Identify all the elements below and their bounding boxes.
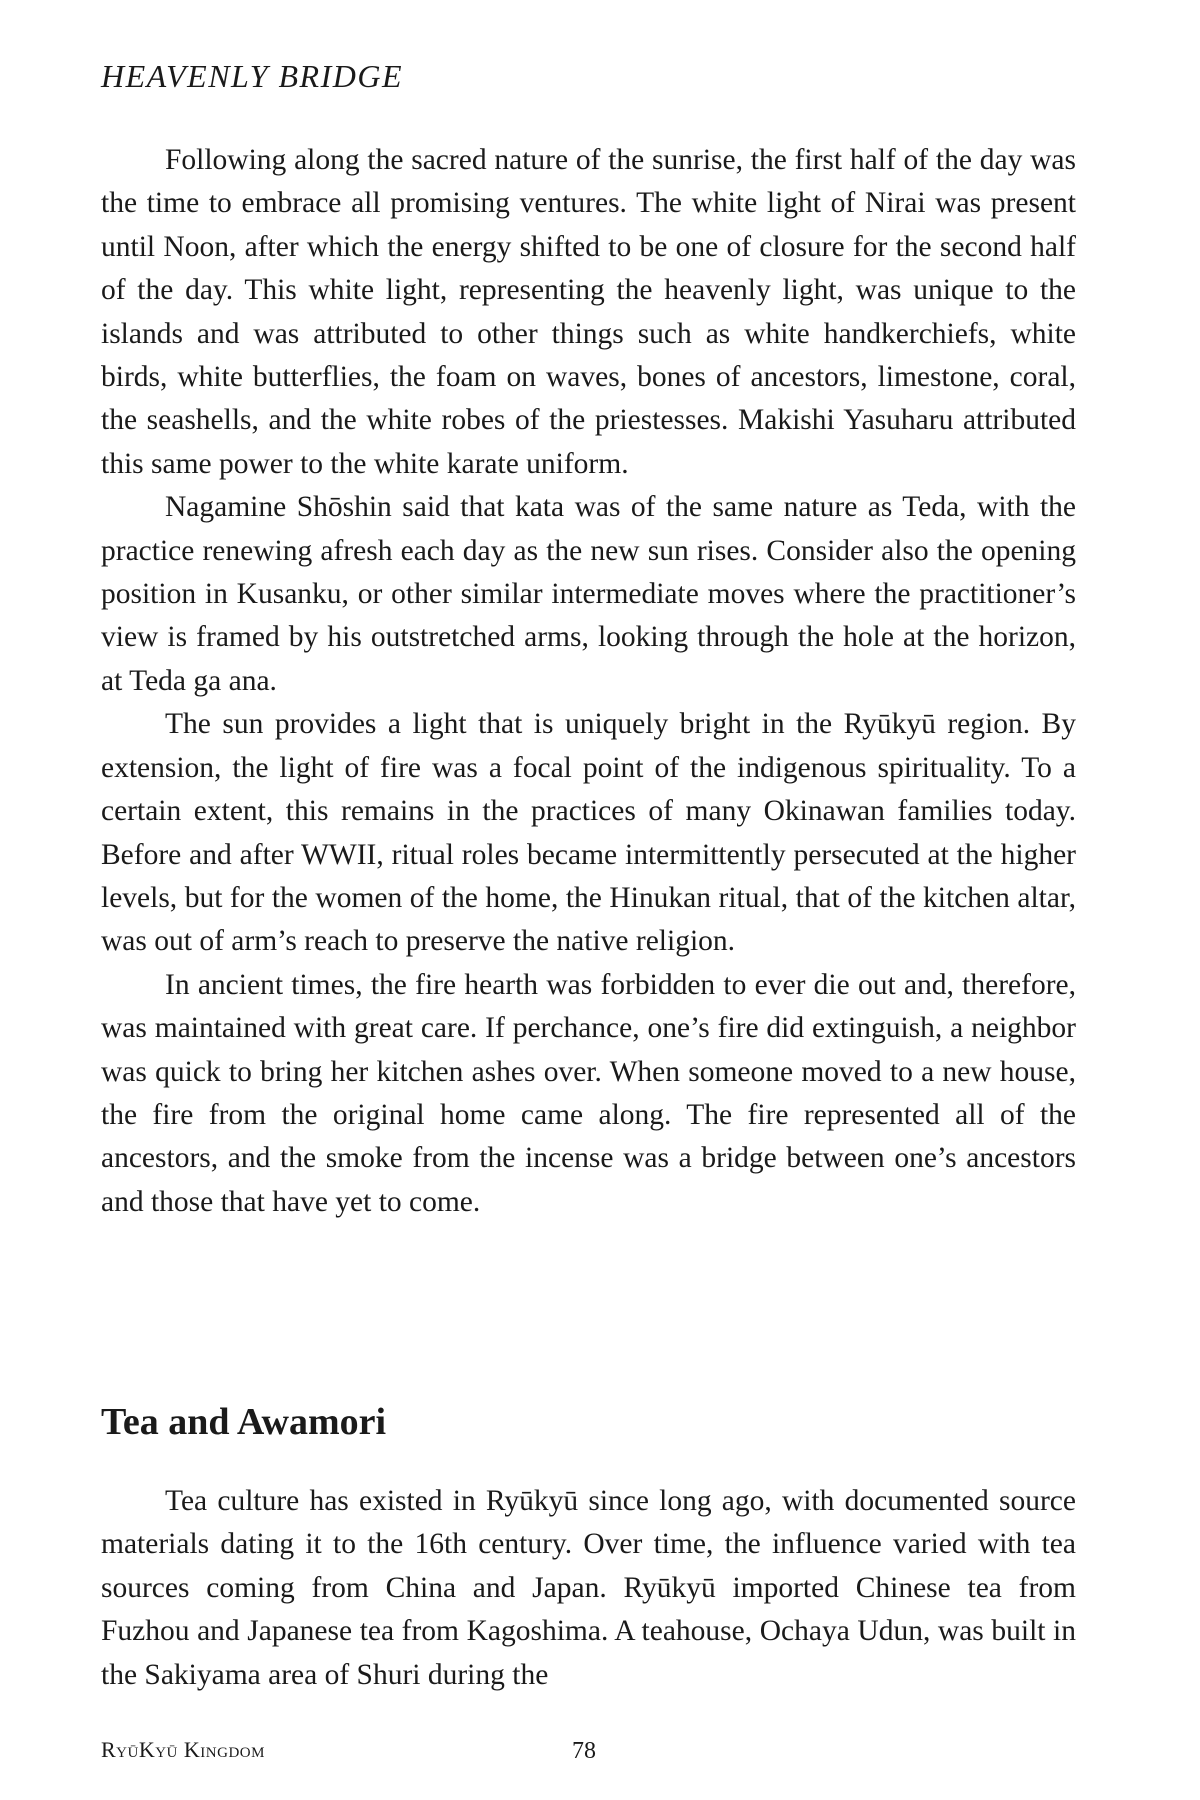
main-text: [101, 139, 1076, 1224]
running-head: HEAVENLY BRIDGE: [101, 58, 404, 94]
section-heading: Tea and Awamori: [101, 1401, 387, 1443]
paragraph: Nagamine Shōshin said that kata was of the same nature as Teda, with the practice renewing afresh each day as the new sun rises. Consider also the opening position in Kusanku, or other similar intermediate moves where the practitioner’s view is framed by his outstretched arms, looking through the hole at the horizon, at Teda ga ana.: [101, 491, 1076, 697]
page-number: 78: [572, 1738, 596, 1764]
paragraph: Tea culture has existed in Ryūkyū since long ago, with documented source materials dating it to the 16th century. Over time, the influence varied with tea sources coming from China and Japan. Ryūkyū imported Chinese tea from Fuzhou and Japanese tea from Kagoshima. A teahouse, Ochaya Udun, was built in the Sakiyama area of Shuri during the: [101, 1485, 1076, 1691]
footer-book-title: RyūKyū Kingdom: [101, 1737, 265, 1762]
paragraph: Following along the sacred nature of the sunrise, the first half of the day was the time to embrace all promising ventures. The white light of Nirai was present until Noon, after which the energy shifted to be one of closure for the second half of the day. This white light, representing the heavenly light, was unique to the islands and was attributed to other things such as white handkerchiefs, white birds, white butterflies, the foam on waves, bones of ancestors, limestone, coral, the seashells, and the white robes of the priestesses. Makishi Yasuharu attributed this same power to the white karate uniform.: [101, 144, 1076, 480]
paragraph: In ancient times, the fire hearth was forbidden to ever die out and, therefore, was maintained with great care. If perchance, one’s fire did extinguish, a neighbor was quick to bring her kitchen ashes over. When someone moved to a new house, the fire from the original home came along. The fire represented all of the ancestors, and the smoke from the incense was a bridge between one’s ancestors and those that have yet to come.: [101, 968, 1076, 1218]
section-tea-and-awamori: [101, 1398, 1076, 1697]
paragraph: The sun provides a light that is uniquely bright in the Ryūkyū region. By extension, the light of fire was a focal point of the indigenous spirituality. To a certain extent, this remains in the practices of many Okinawan families today. Before and after WWII, ritual roles became intermittently persecuted at the higher levels, but for the women of the home, the Hinukan ritual, that of the kitchen altar, was out of arm’s reach to preserve the native religion.: [101, 708, 1076, 958]
